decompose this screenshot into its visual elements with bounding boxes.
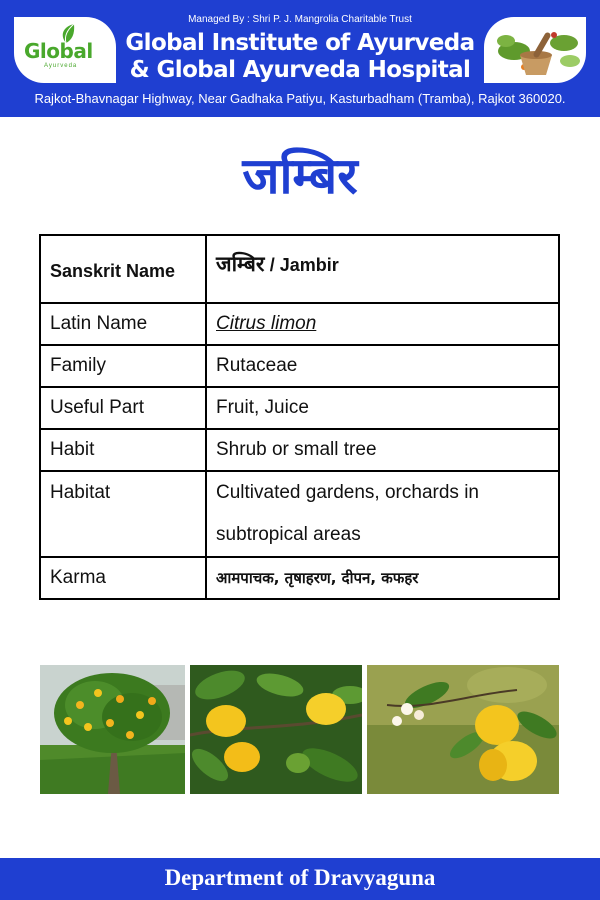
page-title: जम्बिर xyxy=(242,147,358,205)
habit-label: Habit xyxy=(40,429,206,471)
table-row xyxy=(40,345,559,387)
useful-part-value: Fruit, Juice xyxy=(206,387,559,429)
table-row xyxy=(40,471,559,557)
department-footer: Department of Dravyaguna xyxy=(0,858,600,900)
useful-part-label: Useful Part xyxy=(40,387,206,429)
plant-info-table xyxy=(39,234,560,600)
habitat-label: Habitat xyxy=(40,471,206,557)
sanskrit-name-label: Sanskrit Name xyxy=(40,235,206,303)
table-row xyxy=(40,557,559,599)
sanskrit-name-devanagari: जम्बिर xyxy=(216,252,265,276)
table-row xyxy=(40,303,559,345)
latin-name-label: Latin Name xyxy=(40,303,206,345)
institute-title: Global Institute of Ayurveda xyxy=(125,30,475,56)
logo-text: Global xyxy=(24,39,93,63)
hospital-title: & Global Ayurveda Hospital xyxy=(129,57,471,83)
karma-label: Karma xyxy=(40,557,206,599)
latin-name-text: Citrus limon xyxy=(216,313,317,334)
family-label: Family xyxy=(40,345,206,387)
table-row xyxy=(40,235,559,303)
logo xyxy=(14,17,116,83)
karma-value xyxy=(206,557,559,599)
family-value: Rutaceae xyxy=(206,345,559,387)
address: Rajkot-Bhavnagar Highway, Near Gadhaka Patiyu, Kasturbadham (Tramba), Rajkot 360020. xyxy=(34,91,566,106)
table-row xyxy=(40,387,559,429)
sanskrit-name-value xyxy=(206,235,559,303)
habitat-value: Cultivated gardens, orchards in subtropical areas xyxy=(206,471,559,557)
karma-text: आमपाचक, तृषाहरण, दीपन, कफहर xyxy=(216,569,419,587)
table-row xyxy=(40,429,559,471)
managed-by: Managed By : Shri P. J. Mangrolia Charitable Trust xyxy=(188,14,412,25)
header-banner xyxy=(0,0,600,117)
lemon-tree-photo xyxy=(40,665,185,794)
lemons-and-blossoms-photo xyxy=(367,665,559,794)
sanskrit-name-latin: / Jambir xyxy=(269,255,339,275)
herbs-mortar-image xyxy=(484,17,586,83)
latin-name-value xyxy=(206,303,559,345)
habit-value: Shrub or small tree xyxy=(206,429,559,471)
lemons-on-branch-photo xyxy=(190,665,362,794)
logo-subtext: Ayurveda xyxy=(44,63,78,69)
